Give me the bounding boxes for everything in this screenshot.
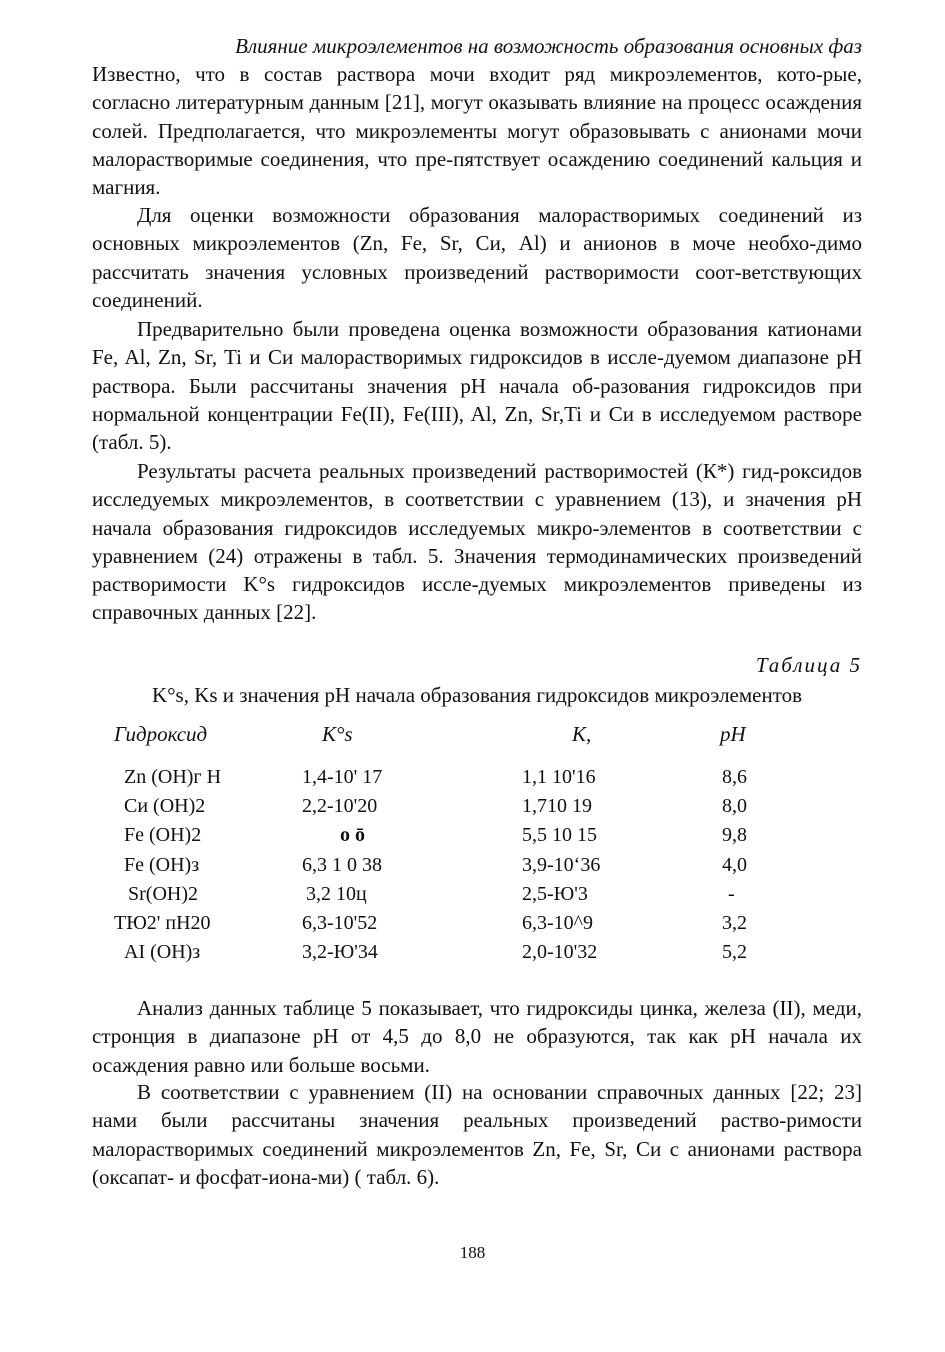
table-cell: 3,2 xyxy=(722,911,747,934)
table-cell: 9,8 xyxy=(722,824,747,847)
table-cell: 6,3-10'52 xyxy=(302,911,378,934)
table-cell: 3,2 10ц xyxy=(306,882,367,905)
section-heading: Влияние микроэлементов на возможность образования основных фаз xyxy=(235,34,862,58)
table-cell: 5,2 xyxy=(722,941,747,964)
table-row xyxy=(92,912,792,941)
table-cell: 3,9-10‘36 xyxy=(522,853,601,876)
table-row xyxy=(92,941,792,970)
table-cell: Sr(OH)2 xyxy=(128,882,198,905)
table-cell: 2,2-10'20 xyxy=(302,795,378,818)
table-row xyxy=(92,883,792,912)
table-cell: Fe (ОН)2 xyxy=(124,824,202,847)
table-cell: Zn (ОН)г Н xyxy=(124,766,222,788)
table-cell: 1,1 10'16 xyxy=(522,766,596,788)
table-cell: 8,0 xyxy=(722,795,747,818)
paragraph-3: Предварительно были проведена оценка возможности образования катионами Fe, Al, Zn, Sr, Ti и Си малорастворимых гидроксидов в иссле-дуемом диапазоне рН раствора. Были рассчитаны значения рН начала об-разования гидроксидов при нормальной концентрации Fe(II), Fe(III), Al, Zn, Sr,Ti и Си в исследуемом растворе (табл. 5). xyxy=(92,317,862,455)
table-row xyxy=(92,824,792,853)
page-number: 188 xyxy=(459,1243,486,1262)
table-cell: AI (ОН)з xyxy=(124,941,201,964)
paragraph-6: В соответствии с уравнением (II) на основании справочных данных [22; 23] нами были рассчитаны значения реальных произведений раство-римости малорастворимых соединений микроэлементов Zn, Fe, Sr, Си с анионами раствора (оксапат- и фосфат-иона-ми) ( табл. 6). xyxy=(92,1080,862,1189)
table-cell: - xyxy=(728,882,735,905)
table-header-cell: pH xyxy=(720,722,746,746)
table-cell: 2,0-10'32 xyxy=(522,941,598,964)
table-cell: 5,5 10 15 xyxy=(522,824,597,847)
paragraph-4: Результаты расчета реальных произведений растворимостей (К*) гид-роксидов исследуемых микроэлементов, в соответствии с уравнением (13), и значения рН начала образования гидроксидов исследуемых микро-элементов в соответствии с уравнением (24) отражены в табл. 5. Значения термодинамических произведений растворимости K°s гидроксидов иссле-дуемых микроэлементов приведены из справочных данных [22]. xyxy=(92,459,862,625)
table-header-row xyxy=(92,722,792,766)
table-cell: 1,4-10' 17 xyxy=(302,766,383,788)
table-cell: о ō xyxy=(340,824,365,847)
table-cell: 8,6 xyxy=(722,766,747,788)
table-row xyxy=(92,795,792,824)
hydroxide-table xyxy=(92,722,792,970)
paragraph-1: Известно, что в состав раствора мочи входит ряд микроэлементов, кото-рые, согласно литературным данным [21], могут оказывать влияние на процесс осаждения солей. Предполагается, что микроэлементы могут образовывать с анионами мочи малорастворимые соединения, что пре-пятствует осаждению соединений кальция и магния. xyxy=(92,62,862,200)
table-cell: 6,3 1 0 38 xyxy=(302,853,382,876)
table-header-cell: K°s xyxy=(322,722,353,746)
table-row xyxy=(92,766,792,795)
table-cell: 2,5-Ю'3 xyxy=(522,882,588,905)
table-header-cell: Гидроксид xyxy=(114,722,208,746)
table-cell: ТЮ2' пН20 xyxy=(114,911,211,934)
table-cell: Fe (ОН)з xyxy=(124,853,200,876)
table-cell: Си (ОН)2 xyxy=(124,795,206,818)
table-header-cell: К, xyxy=(572,722,592,746)
table-cell: 4,0 xyxy=(722,853,747,876)
table-row xyxy=(92,854,792,883)
table-cell: 1,710 19 xyxy=(522,795,592,818)
table-cell: 6,3-10^9 xyxy=(522,911,594,934)
table-label: Таблица 5 xyxy=(755,653,862,677)
table-cell: 3,2-Ю'34 xyxy=(302,941,378,964)
paragraph-5: Анализ данных таблице 5 показывает, что гидроксиды цинка, железа (II), меди, стронция в диапазоне рН от 4,5 до 8,0 не образуются, так как рН начала их осаждения равно или больше восьми. xyxy=(92,996,862,1077)
paragraph-2: Для оценки возможности образования малорастворимых соединений из основных микроэлементов (Zn, Fe, Sr, Си, Al) и анионов в моче необхо-димо рассчитать значения условных произведений растворимости соот-ветствующих соединений. xyxy=(92,203,862,312)
table-caption: K°s, Ks и значения рН начала образования гидроксидов микроэлементов xyxy=(151,683,803,707)
